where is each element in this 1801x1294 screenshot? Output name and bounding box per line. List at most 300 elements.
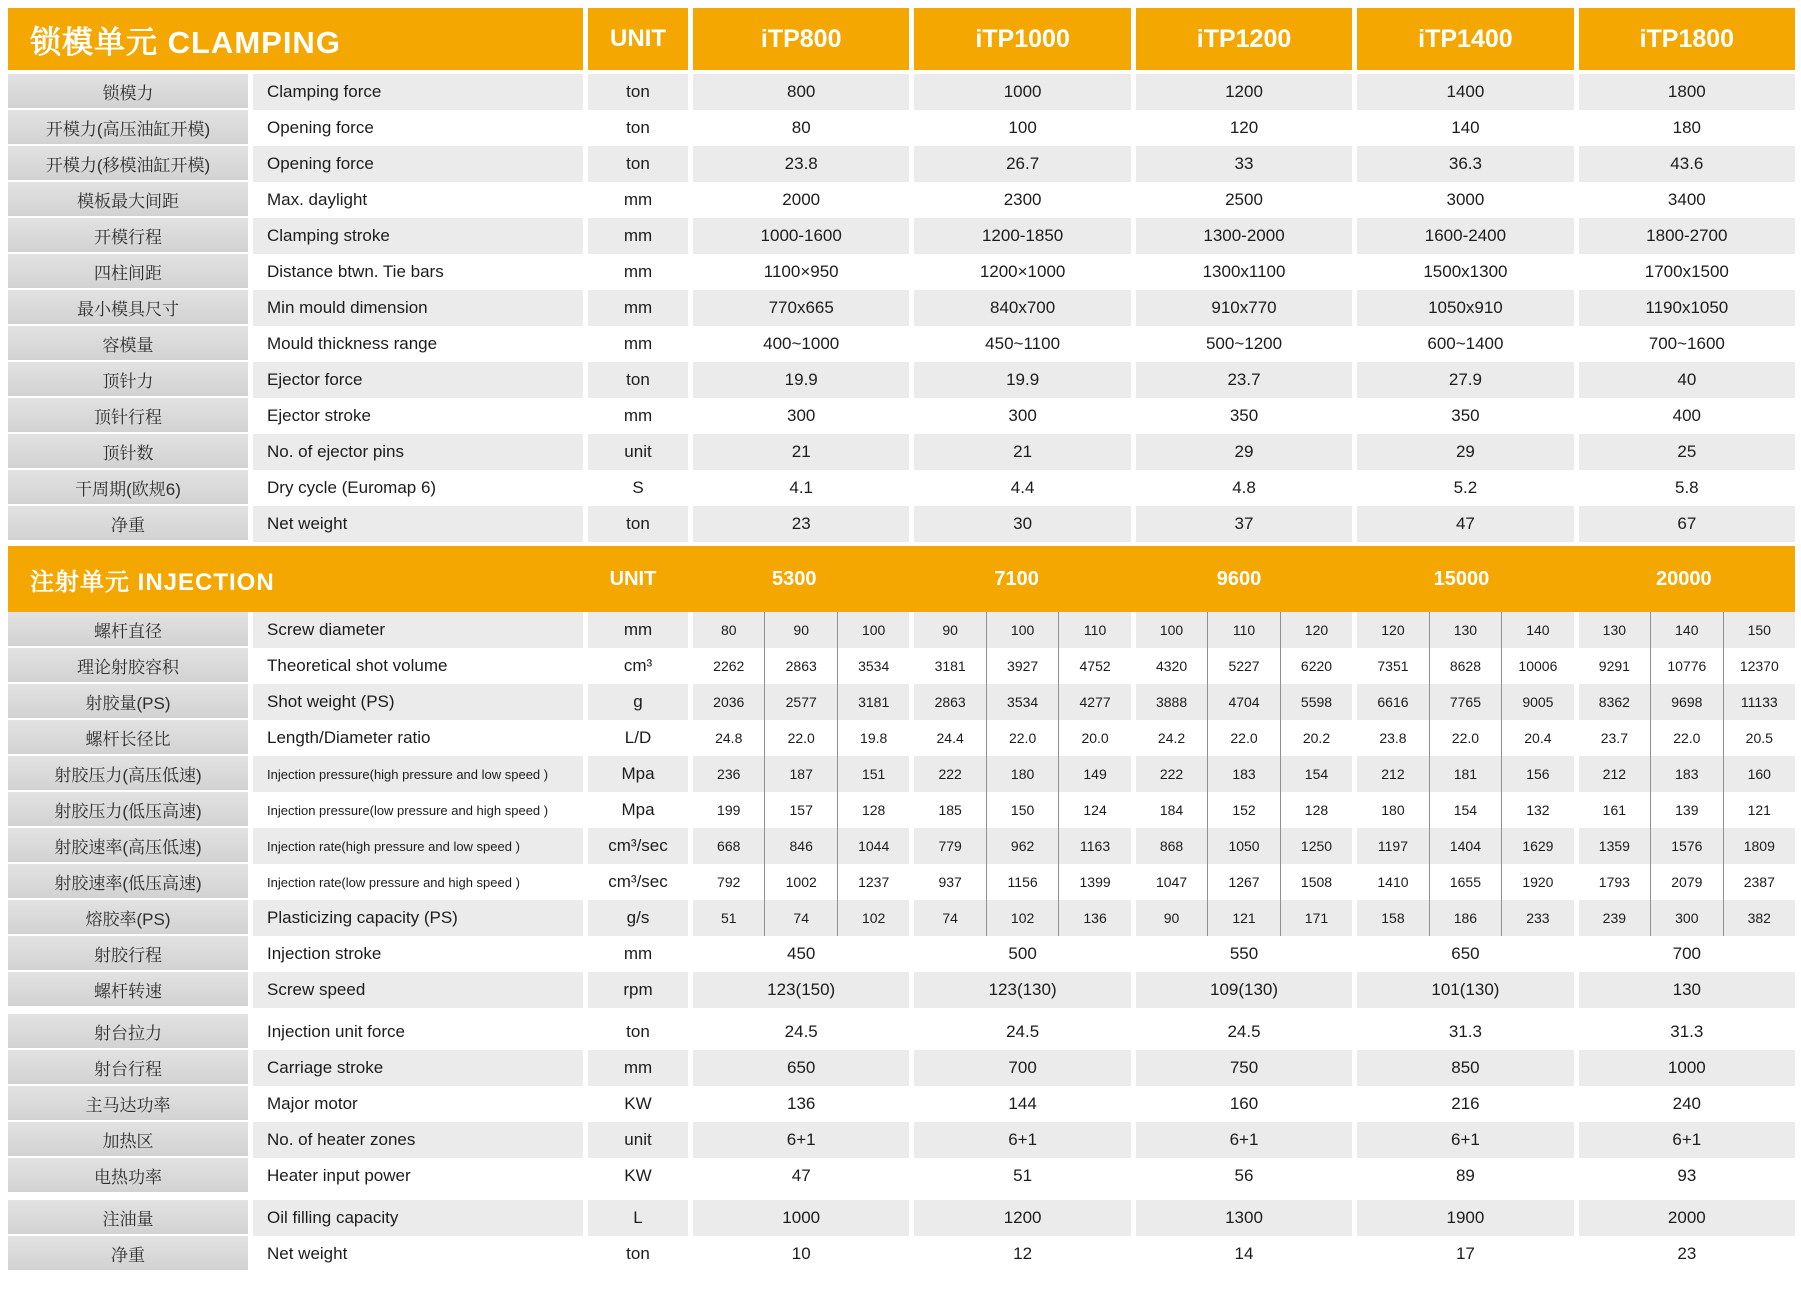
- machine-group: [1136, 720, 1352, 756]
- row-label-cn: 容模量: [8, 326, 248, 362]
- table-row: [8, 828, 1795, 864]
- machine-columns: [693, 1086, 1795, 1122]
- value-cell: 185: [938, 802, 962, 818]
- row-unit: KW: [624, 1166, 652, 1185]
- value-cell: 24.5: [1227, 1022, 1261, 1041]
- value-cell: 136: [787, 1094, 816, 1113]
- value-cell: 90: [764, 612, 836, 648]
- value-cell: 19.8: [837, 720, 909, 756]
- value-cell: 770x665: [693, 290, 909, 326]
- model-header-itp1400: iTP1400: [1357, 8, 1573, 70]
- row-unit: L: [588, 1200, 688, 1236]
- machine-group: [1579, 684, 1795, 720]
- table-row: [8, 254, 1795, 290]
- machine-group: [693, 720, 909, 756]
- machine-group: [1357, 864, 1573, 900]
- value-cell: 154: [1280, 756, 1352, 792]
- value-cell: 4704: [1207, 684, 1279, 720]
- value-cell: 180: [986, 756, 1058, 792]
- value-cell: 110: [1058, 612, 1130, 648]
- injection-section-title: 注射单元 INJECTION: [30, 568, 275, 596]
- table-row: [8, 74, 1795, 110]
- value-cell: 236: [717, 766, 741, 782]
- machine-group: [914, 612, 1130, 648]
- model-header-itp1000: iTP1000: [914, 8, 1130, 70]
- value-cell: 20.4: [1501, 720, 1573, 756]
- value-cell: 30: [914, 506, 1130, 542]
- value-cell: 181: [1429, 756, 1501, 792]
- value-cell: 1200: [914, 1200, 1130, 1236]
- value-cell: 1000: [914, 74, 1130, 110]
- value-cell: 1197: [1377, 838, 1408, 854]
- value-cell: 160: [1229, 1094, 1259, 1113]
- table-row: [8, 326, 1795, 362]
- row-label-en: Length/Diameter ratio: [267, 728, 431, 747]
- value-cell: 90: [1163, 910, 1180, 926]
- row-unit: ton: [588, 362, 688, 398]
- table-row: [8, 146, 1795, 182]
- row-label-cn: 干周期(欧规6): [8, 470, 248, 506]
- clamping-unit-header: UNIT: [588, 8, 688, 70]
- machine-columns: [693, 648, 1795, 684]
- value-cell: 450~1100: [985, 334, 1061, 353]
- value-cell: 779: [938, 838, 962, 854]
- value-cell: 51: [1013, 1166, 1033, 1185]
- row-label-en: No. of heater zones: [253, 1122, 583, 1158]
- value-cell: 1800-2700: [1579, 218, 1795, 254]
- value-cell: 180: [1381, 802, 1405, 818]
- value-cell: 6+1: [1357, 1122, 1573, 1158]
- row-label-cn: 射台行程: [8, 1050, 248, 1086]
- row-unit: g: [588, 684, 688, 720]
- value-cell: 100: [1008, 118, 1037, 137]
- value-cell: 1250: [1280, 828, 1352, 864]
- clamping-section-title: 锁模单元 CLAMPING: [8, 8, 583, 70]
- value-cell: 350: [1229, 406, 1259, 425]
- value-cell: 2387: [1723, 864, 1795, 900]
- machine-group: [693, 684, 909, 720]
- row-unit: g/s: [588, 900, 688, 936]
- machine-group: [1579, 756, 1795, 792]
- row-label-en: Clamping force: [253, 74, 583, 110]
- row-unit: L/D: [624, 728, 652, 747]
- machine-columns: [693, 218, 1795, 254]
- table-row: [8, 1050, 1795, 1086]
- value-cell: 22.0: [986, 720, 1058, 756]
- value-cell: 8362: [1598, 694, 1630, 710]
- value-cell: 124: [1058, 792, 1130, 828]
- row-label-en: Injection stroke: [267, 944, 382, 963]
- value-cell: 1200-1850: [914, 218, 1130, 254]
- value-cell: 500: [1008, 944, 1037, 963]
- machine-group: [1357, 612, 1573, 648]
- value-cell: 6+1: [1136, 1122, 1352, 1158]
- row-label-cn: 射胶速率(低压高速): [8, 864, 248, 900]
- row-unit: cm³/sec: [588, 828, 688, 864]
- row-unit: Mpa: [588, 756, 688, 792]
- row-unit: ton: [626, 1244, 650, 1263]
- table-row: [8, 470, 1795, 506]
- table-row: [8, 648, 1795, 684]
- value-cell: 149: [1058, 756, 1130, 792]
- value-cell: 186: [1429, 900, 1501, 936]
- machine-columns: [693, 972, 1795, 1008]
- value-cell: 160: [1723, 756, 1795, 792]
- value-cell: 150: [986, 792, 1058, 828]
- machine-group: [1357, 900, 1573, 936]
- machine-group: [1136, 864, 1352, 900]
- value-cell: 23.7: [1600, 730, 1628, 746]
- value-cell: 650: [693, 1050, 909, 1086]
- value-cell: 240: [1672, 1094, 1702, 1113]
- row-unit: ton: [588, 74, 688, 110]
- value-cell: 22.0: [764, 720, 836, 756]
- machine-columns: [693, 470, 1795, 506]
- value-cell: 56: [1234, 1166, 1254, 1185]
- value-cell: 5227: [1207, 648, 1279, 684]
- value-cell: 7765: [1429, 684, 1501, 720]
- value-cell: 120: [1280, 612, 1352, 648]
- injection-unit-header: UNIT: [609, 567, 657, 590]
- value-cell: 121: [1207, 900, 1279, 936]
- value-cell: 2000: [1579, 1200, 1795, 1236]
- value-cell: 27.9: [1357, 362, 1573, 398]
- value-cell: 400: [1672, 406, 1702, 425]
- injection-code-7100: 7100: [994, 567, 1039, 590]
- row-label-en: Clamping stroke: [253, 218, 583, 254]
- value-cell: 90: [942, 622, 958, 638]
- value-cell: 24.2: [1157, 730, 1186, 746]
- machine-group: [914, 648, 1130, 684]
- machine-group: [1136, 828, 1352, 864]
- row-unit: mm: [623, 190, 653, 209]
- value-cell: 40: [1579, 362, 1795, 398]
- machine-group: [1579, 828, 1795, 864]
- value-cell: 1809: [1723, 828, 1795, 864]
- value-cell: 67: [1579, 506, 1795, 542]
- value-cell: 1410: [1377, 874, 1409, 890]
- row-unit: mm: [623, 406, 653, 425]
- value-cell: 1800: [1579, 74, 1795, 110]
- table-row: [8, 182, 1795, 218]
- value-cell: 43.6: [1579, 146, 1795, 182]
- value-cell: 161: [1602, 802, 1627, 818]
- value-cell: 6+1: [1579, 1122, 1795, 1158]
- table-row: [8, 720, 1795, 756]
- value-cell: 100: [986, 612, 1058, 648]
- machine-group: [914, 756, 1130, 792]
- value-cell: 24.5: [784, 1022, 818, 1041]
- value-cell: 130: [1429, 612, 1501, 648]
- machine-columns: [693, 864, 1795, 900]
- value-cell: 2262: [713, 658, 745, 674]
- value-cell: 750: [1136, 1050, 1352, 1086]
- row-unit: ton: [588, 146, 688, 182]
- row-unit: S: [632, 478, 644, 497]
- value-cell: 9698: [1650, 684, 1722, 720]
- row-unit: mm: [623, 944, 653, 963]
- value-cell: 100: [1159, 622, 1184, 638]
- value-cell: 3888: [1155, 694, 1188, 710]
- value-cell: 1359: [1598, 838, 1630, 854]
- row-label-en: Ejector force: [253, 362, 583, 398]
- value-cell: 1629: [1501, 828, 1573, 864]
- value-cell: 151: [837, 756, 909, 792]
- machine-group: [1136, 900, 1352, 936]
- value-cell: 10006: [1501, 648, 1573, 684]
- machine-group: [914, 864, 1130, 900]
- machine-columns: [693, 684, 1795, 720]
- row-label-cn: 四柱间距: [8, 254, 248, 290]
- row-unit: mm: [588, 612, 688, 648]
- row-label-cn: 顶针数: [8, 434, 248, 470]
- machine-group: [914, 828, 1130, 864]
- table-row: [8, 900, 1795, 936]
- value-cell: 1156: [986, 864, 1058, 900]
- value-cell: 1050: [1207, 828, 1279, 864]
- value-cell: 22.0: [1207, 720, 1279, 756]
- value-cell: 850: [1357, 1050, 1573, 1086]
- value-cell: 139: [1650, 792, 1722, 828]
- row-unit: ton: [626, 1022, 650, 1041]
- value-cell: 4320: [1155, 658, 1188, 674]
- row-unit: mm: [623, 334, 653, 353]
- row-label-cn: 模板最大间距: [8, 182, 248, 218]
- table-row: [8, 936, 1795, 972]
- row-label-en: Min mould dimension: [253, 290, 583, 326]
- row-unit: Mpa: [621, 800, 655, 819]
- table-row: [8, 218, 1795, 254]
- row-label-cn: 螺杆直径: [8, 612, 248, 648]
- table-row: [8, 1014, 1795, 1050]
- machine-group: [1357, 684, 1573, 720]
- row-label-cn: 开模力(高压油缸开模): [8, 110, 248, 146]
- machine-group: [914, 684, 1130, 720]
- value-cell: 1000: [1579, 1050, 1795, 1086]
- value-cell: 3181: [837, 684, 909, 720]
- row-unit: unit: [588, 1122, 688, 1158]
- row-label-en: Injection rate(low pressure and high speed ): [267, 874, 520, 890]
- machine-columns: [693, 900, 1795, 936]
- value-cell: 2036: [713, 694, 745, 710]
- value-cell: 171: [1280, 900, 1352, 936]
- table-row: [8, 1158, 1795, 1194]
- value-cell: 20.2: [1280, 720, 1352, 756]
- machine-group: [1136, 648, 1352, 684]
- table-row: [8, 506, 1795, 542]
- value-cell: 21: [914, 434, 1130, 470]
- row-label-cn: 开模行程: [8, 218, 248, 254]
- value-cell: 128: [837, 792, 909, 828]
- row-label-en: Screw diameter: [253, 612, 583, 648]
- value-cell: 123(150): [693, 972, 909, 1008]
- value-cell: 12: [1013, 1244, 1033, 1263]
- value-cell: 14: [1234, 1244, 1254, 1263]
- value-cell: 23.8: [693, 146, 909, 182]
- value-cell: 2000: [782, 190, 821, 209]
- value-cell: 2079: [1650, 864, 1722, 900]
- machine-columns: [693, 254, 1795, 290]
- value-cell: 33: [1136, 146, 1352, 182]
- machine-columns: [693, 398, 1795, 434]
- machine-columns: [693, 720, 1795, 756]
- machine-columns: [693, 74, 1795, 110]
- value-cell: 550: [1229, 944, 1259, 963]
- row-label-cn: 电热功率: [8, 1158, 248, 1194]
- machine-columns: [693, 434, 1795, 470]
- row-label-en: Shot weight (PS): [253, 684, 583, 720]
- row-label-en: Oil filling capacity: [253, 1200, 583, 1236]
- value-cell: 300: [1008, 406, 1037, 425]
- value-cell: 140: [1650, 612, 1722, 648]
- value-cell: 700~1600: [1648, 334, 1725, 353]
- value-cell: 180: [1672, 118, 1702, 137]
- table-row: [8, 362, 1795, 398]
- machine-group: [1579, 648, 1795, 684]
- value-cell: 20.5: [1723, 720, 1795, 756]
- value-cell: 23: [1677, 1244, 1697, 1263]
- row-unit: mm: [588, 290, 688, 326]
- machine-columns: [693, 362, 1795, 398]
- machine-group: [693, 828, 909, 864]
- value-cell: 216: [1451, 1094, 1480, 1113]
- machine-group: [914, 900, 1130, 936]
- row-unit: unit: [588, 434, 688, 470]
- table-row: [8, 290, 1795, 326]
- value-cell: 910x770: [1136, 290, 1352, 326]
- row-label-en: Max. daylight: [267, 190, 368, 209]
- value-cell: 840x700: [914, 290, 1130, 326]
- value-cell: 1300: [1136, 1200, 1352, 1236]
- value-cell: 1200: [1136, 74, 1352, 110]
- value-cell: 650: [1451, 944, 1480, 963]
- machine-group: [1579, 864, 1795, 900]
- value-cell: 222: [1159, 766, 1184, 782]
- row-label-en: Heater input power: [267, 1166, 411, 1185]
- value-cell: 101(130): [1357, 972, 1573, 1008]
- table-row: [8, 110, 1795, 146]
- injection-code-15000: 15000: [1433, 567, 1490, 590]
- value-cell: 158: [1381, 910, 1405, 926]
- row-label-en: Opening force: [267, 118, 374, 137]
- row-unit: cm³: [623, 656, 653, 675]
- row-unit: ton: [588, 506, 688, 542]
- value-cell: 22.0: [1429, 720, 1501, 756]
- machine-group: [693, 900, 909, 936]
- clamping-table: [8, 74, 1795, 542]
- machine-columns: [693, 182, 1795, 218]
- value-cell: 74: [942, 910, 958, 926]
- table-row: [8, 1236, 1795, 1272]
- value-cell: 1500x1300: [1423, 262, 1508, 281]
- machine-group: [693, 612, 909, 648]
- row-label-cn: 射台拉力: [8, 1014, 248, 1050]
- value-cell: 1200×1000: [979, 262, 1066, 281]
- value-cell: 500~1200: [1205, 334, 1283, 353]
- value-cell: 1044: [837, 828, 909, 864]
- machine-columns: [693, 1200, 1795, 1236]
- value-cell: 130: [1602, 622, 1627, 638]
- value-cell: 110: [1207, 612, 1279, 648]
- value-cell: 23.8: [1379, 730, 1407, 746]
- machine-group: [1357, 792, 1573, 828]
- value-cell: 1000: [693, 1200, 909, 1236]
- machine-group: [1579, 792, 1795, 828]
- value-cell: 10776: [1650, 648, 1722, 684]
- value-cell: 1400: [1357, 74, 1573, 110]
- machine-group: [1579, 900, 1795, 936]
- value-cell: 350: [1451, 406, 1480, 425]
- value-cell: 152: [1207, 792, 1279, 828]
- table-row: [8, 1200, 1795, 1236]
- value-cell: 24.8: [715, 730, 743, 746]
- row-label-cn: 螺杆长径比: [8, 720, 248, 756]
- value-cell: 792: [717, 874, 741, 890]
- value-cell: 12370: [1723, 648, 1795, 684]
- value-cell: 20.0: [1058, 720, 1130, 756]
- value-cell: 183: [1650, 756, 1722, 792]
- injection-header-band: [8, 546, 1795, 612]
- value-cell: 800: [693, 74, 909, 110]
- value-cell: 102: [837, 900, 909, 936]
- value-cell: 6220: [1280, 648, 1352, 684]
- value-cell: 239: [1602, 910, 1627, 926]
- value-cell: 10: [791, 1244, 811, 1263]
- value-cell: 31.3: [1670, 1022, 1704, 1041]
- value-cell: 1050x910: [1357, 290, 1573, 326]
- value-cell: 17: [1455, 1244, 1475, 1263]
- row-label-en: Ejector stroke: [267, 406, 371, 425]
- row-unit: ton: [626, 118, 650, 137]
- value-cell: 212: [1381, 766, 1405, 782]
- table-row: [8, 612, 1795, 648]
- value-cell: 51: [720, 910, 737, 926]
- model-header-itp800: iTP800: [693, 8, 909, 70]
- row-label-cn: 最小模具尺寸: [8, 290, 248, 326]
- row-label-en: No. of ejector pins: [253, 434, 583, 470]
- machine-columns: [693, 290, 1795, 326]
- row-label-en: Injection rate(high pressure and low speed ): [253, 828, 583, 864]
- row-unit: rpm: [588, 972, 688, 1008]
- value-cell: 400~1000: [763, 334, 840, 353]
- value-cell: 5.8: [1675, 478, 1699, 497]
- value-cell: 2500: [1225, 190, 1263, 209]
- value-cell: 1576: [1650, 828, 1722, 864]
- machine-group: [1357, 648, 1573, 684]
- value-cell: 8628: [1429, 648, 1501, 684]
- value-cell: 9291: [1598, 658, 1630, 674]
- table-row: [8, 756, 1795, 792]
- value-cell: 1700x1500: [1644, 262, 1729, 281]
- row-label-cn: 主马达功率: [8, 1086, 248, 1122]
- table-row: [8, 972, 1795, 1008]
- row-label-cn: 螺杆转速: [8, 972, 248, 1008]
- value-cell: 11133: [1723, 684, 1795, 720]
- value-cell: 1404: [1429, 828, 1501, 864]
- value-cell: 199: [717, 802, 741, 818]
- row-label-en: Opening force: [253, 146, 583, 182]
- value-cell: 37: [1136, 506, 1352, 542]
- injection-code-5300: 5300: [771, 567, 817, 590]
- row-label-cn: 射胶压力(高压低速): [8, 756, 248, 792]
- row-label-cn: 顶针力: [8, 362, 248, 398]
- machine-columns: [693, 1236, 1795, 1272]
- value-cell: 89: [1455, 1166, 1475, 1185]
- value-cell: 109(130): [1136, 972, 1352, 1008]
- value-cell: 2300: [1003, 190, 1042, 209]
- table-row: [8, 1122, 1795, 1158]
- machine-columns: [693, 326, 1795, 362]
